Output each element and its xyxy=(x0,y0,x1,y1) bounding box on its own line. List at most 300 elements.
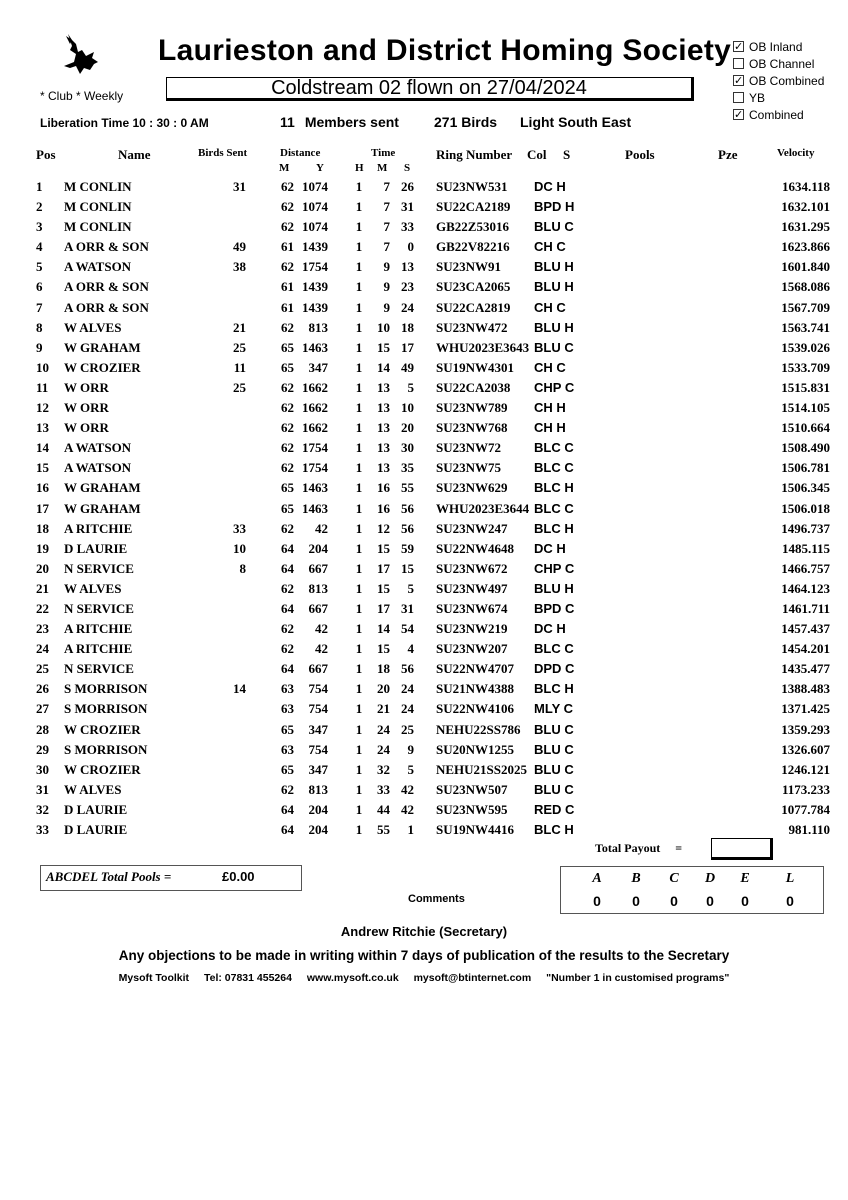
row-time-seconds: 20 xyxy=(401,420,414,436)
row-ring-number: SU23NW531 xyxy=(436,179,508,194)
row-ring-number: SU23NW768 xyxy=(436,420,508,436)
table-row xyxy=(0,599,848,619)
row-pos: 26 xyxy=(36,681,49,697)
members-sent: 11 Members sent xyxy=(280,114,399,130)
row-time-hours: 1 xyxy=(355,822,363,837)
row-distance-yards: 42 xyxy=(315,641,328,657)
row-velocity: 1632.101 xyxy=(781,199,830,215)
row-velocity: 1568.086 xyxy=(781,279,830,295)
row-ring-number: SU19NW4416 xyxy=(436,822,515,837)
race-options xyxy=(733,38,824,123)
row-pos: 6 xyxy=(36,279,43,295)
row-time-seconds: 55 xyxy=(401,480,414,496)
row-time-seconds: 1 xyxy=(407,822,414,837)
row-birds-sent: 25 xyxy=(233,339,246,355)
row-colour-sex: BLU C xyxy=(534,741,574,757)
row-distance-miles: 62 xyxy=(281,621,294,637)
row-pos: 4 xyxy=(36,239,43,255)
row-distance-yards: 1754 xyxy=(302,460,328,476)
row-time-minutes: 24 xyxy=(377,741,390,757)
row-velocity: 1567.709 xyxy=(781,299,830,315)
row-ring-number: SU22NW4648 xyxy=(436,540,515,556)
row-time-minutes: 15 xyxy=(377,540,390,556)
row-colour-sex: CHP C xyxy=(534,379,575,395)
pool-value: 0 xyxy=(741,893,749,909)
row-time-seconds: 42 xyxy=(401,781,414,797)
row-time-seconds: 15 xyxy=(401,560,414,576)
liberation-time: Liberation Time 10 : 30 : 0 AM xyxy=(40,116,209,130)
row-ring-number: SU23NW497 xyxy=(436,580,508,596)
row-name: A RITCHIE xyxy=(64,641,133,657)
row-colour-sex: BLC H xyxy=(534,480,574,496)
row-colour-sex: MLY C xyxy=(534,701,574,717)
row-ring-number: SU23NW789 xyxy=(436,400,508,416)
col-pools: Pools xyxy=(625,147,655,162)
row-time-minutes: 17 xyxy=(377,600,390,616)
row-time-hours: 1 xyxy=(355,460,363,476)
total-payout-box xyxy=(711,838,773,860)
row-birds-sent: 33 xyxy=(233,520,246,536)
col-birds-sent: Birds Sent xyxy=(198,147,248,159)
table-row xyxy=(0,257,848,277)
row-time-minutes: 14 xyxy=(377,359,390,375)
row-distance-miles: 62 xyxy=(281,259,294,275)
row-name: W GRAHAM xyxy=(64,339,141,355)
row-time-hours: 1 xyxy=(355,621,363,637)
row-colour-sex: CH C xyxy=(534,299,566,315)
table-row xyxy=(0,579,848,599)
row-name: A RITCHIE xyxy=(64,520,133,536)
row-time-seconds: 31 xyxy=(401,600,414,616)
row-name: W GRAHAM xyxy=(64,500,141,516)
software-slogan: "Number 1 in customised programs" xyxy=(546,972,730,984)
option-ob-combined[interactable]: ✓ OB Combined xyxy=(734,73,825,88)
row-distance-yards: 667 xyxy=(308,600,328,616)
row-distance-miles: 62 xyxy=(281,400,294,416)
row-velocity: 1371.425 xyxy=(781,701,830,717)
row-velocity: 1326.607 xyxy=(781,741,830,757)
option-ob-channel[interactable]: OB Channel xyxy=(733,55,824,72)
row-time-seconds: 24 xyxy=(401,681,414,697)
row-ring-number: SU23NW207 xyxy=(436,641,508,657)
row-time-hours: 1 xyxy=(355,199,363,215)
row-distance-miles: 62 xyxy=(281,379,294,395)
checkbox-empty-icon[interactable] xyxy=(733,92,744,103)
row-colour-sex: BLU H xyxy=(534,580,574,596)
row-colour-sex: BLC H xyxy=(534,822,574,837)
row-ring-number: SU23NW672 xyxy=(436,560,508,576)
row-velocity: 1514.105 xyxy=(781,400,830,416)
row-distance-miles: 63 xyxy=(281,701,294,717)
row-pos: 30 xyxy=(36,761,49,777)
row-time-hours: 1 xyxy=(355,701,363,717)
row-time-hours: 1 xyxy=(355,379,363,395)
comments-label: Comments xyxy=(408,893,465,905)
row-time-hours: 1 xyxy=(355,319,363,335)
row-time-minutes: 13 xyxy=(377,460,390,476)
row-colour-sex: BLU C xyxy=(534,219,574,235)
col-distance-y: Y xyxy=(316,162,324,174)
row-distance-miles: 62 xyxy=(281,179,294,194)
row-velocity: 1173.233 xyxy=(781,781,830,797)
row-time-seconds: 26 xyxy=(401,179,414,194)
row-velocity: 1634.118 xyxy=(781,179,830,194)
row-velocity: 1461.711 xyxy=(781,600,830,616)
row-time-seconds: 31 xyxy=(401,199,414,215)
row-time-hours: 1 xyxy=(355,239,363,255)
row-distance-miles: 64 xyxy=(281,540,294,556)
row-distance-miles: 61 xyxy=(281,299,294,315)
row-colour-sex: DPD C xyxy=(534,661,575,677)
table-row xyxy=(0,217,848,237)
row-time-minutes: 13 xyxy=(377,400,390,416)
row-time-hours: 1 xyxy=(355,801,363,817)
col-colour: Col xyxy=(527,147,547,162)
row-colour-sex: DC H xyxy=(534,540,566,556)
table-row xyxy=(0,378,848,398)
row-ring-number: SU23NW674 xyxy=(436,600,508,616)
row-distance-miles: 62 xyxy=(281,420,294,436)
row-distance-miles: 61 xyxy=(281,279,294,295)
row-time-hours: 1 xyxy=(355,440,363,456)
row-pos: 19 xyxy=(36,540,49,556)
row-pos: 3 xyxy=(36,219,43,235)
row-distance-yards: 204 xyxy=(308,540,328,556)
pigeon-logo-icon xyxy=(60,32,102,76)
row-colour-sex: CH H xyxy=(534,400,566,416)
row-distance-miles: 65 xyxy=(281,500,294,516)
table-row xyxy=(0,639,848,659)
row-distance-yards: 1439 xyxy=(302,279,328,295)
row-time-seconds: 0 xyxy=(407,239,414,255)
pools-label: ABCDEL Total Pools = xyxy=(46,869,172,884)
row-name: M CONLIN xyxy=(64,219,132,235)
row-pos: 7 xyxy=(36,299,43,315)
row-birds-sent: 14 xyxy=(233,681,246,697)
table-row xyxy=(0,559,848,579)
row-time-hours: 1 xyxy=(355,741,363,757)
row-time-hours: 1 xyxy=(355,500,363,516)
row-distance-miles: 62 xyxy=(281,520,294,536)
row-pos: 13 xyxy=(36,420,49,436)
row-distance-miles: 63 xyxy=(281,681,294,697)
row-colour-sex: CH H xyxy=(534,420,566,436)
row-time-minutes: 44 xyxy=(377,801,390,817)
row-time-minutes: 13 xyxy=(377,420,390,436)
row-distance-yards: 1463 xyxy=(302,339,328,355)
col-velocity: Velocity xyxy=(777,147,815,159)
table-row xyxy=(0,659,848,679)
row-distance-yards: 813 xyxy=(308,781,328,797)
row-velocity: 1457.437 xyxy=(781,621,830,637)
row-time-seconds: 56 xyxy=(401,520,414,536)
row-distance-yards: 1662 xyxy=(302,400,328,416)
row-ring-number: SU22CA2038 xyxy=(436,379,511,395)
row-ring-number: SU22NW4707 xyxy=(436,661,515,677)
row-distance-yards: 204 xyxy=(308,822,328,837)
row-ring-number: SU23NW472 xyxy=(436,319,508,335)
row-ring-number: SU23NW247 xyxy=(436,520,508,536)
row-name: W ORR xyxy=(64,400,109,416)
table-row xyxy=(0,197,848,217)
row-time-hours: 1 xyxy=(355,520,363,536)
row-name: N SERVICE xyxy=(64,661,134,677)
table-row xyxy=(0,539,848,559)
pool-letter: D xyxy=(704,871,716,886)
row-name: W CROZIER xyxy=(64,359,141,375)
row-time-seconds: 5 xyxy=(407,379,414,395)
row-name: S MORRISON xyxy=(64,741,148,757)
row-time-seconds: 56 xyxy=(401,661,414,677)
row-name: D LAURIE xyxy=(64,540,128,556)
row-birds-sent: 31 xyxy=(233,179,246,194)
col-prize: Pze xyxy=(718,147,738,162)
row-pos: 31 xyxy=(36,781,49,797)
row-birds-sent: 8 xyxy=(239,560,246,576)
row-ring-number: GB22V82216 xyxy=(436,239,510,255)
table-row xyxy=(0,358,848,378)
row-velocity: 1631.295 xyxy=(781,219,830,235)
col-time: Time xyxy=(371,147,396,159)
row-name: W GRAHAM xyxy=(64,480,141,496)
row-ring-number: SU23NW91 xyxy=(436,259,502,275)
table-row xyxy=(0,478,848,498)
table-row xyxy=(0,699,848,719)
row-distance-yards: 1463 xyxy=(302,480,328,496)
row-birds-sent: 25 xyxy=(233,379,246,395)
row-distance-yards: 813 xyxy=(308,319,328,335)
table-row xyxy=(0,338,848,358)
row-distance-yards: 42 xyxy=(315,520,328,536)
row-time-hours: 1 xyxy=(355,681,363,697)
col-sex: S xyxy=(563,147,571,162)
row-velocity: 1623.866 xyxy=(781,239,830,255)
row-colour-sex: BLU C xyxy=(534,339,574,355)
table-row xyxy=(0,318,848,338)
club-label: * Club * Weekly xyxy=(40,89,124,103)
row-pos: 10 xyxy=(36,359,49,375)
row-time-hours: 1 xyxy=(355,259,363,275)
total-payout-label: Total Payout = xyxy=(595,841,683,855)
row-name: W ALVES xyxy=(64,580,122,596)
row-time-seconds: 54 xyxy=(401,621,414,637)
table-row xyxy=(0,800,848,820)
row-velocity: 1435.477 xyxy=(781,661,830,677)
row-pos: 23 xyxy=(36,621,49,637)
row-time-hours: 1 xyxy=(355,661,363,677)
row-time-seconds: 13 xyxy=(401,259,414,275)
row-velocity: 1515.831 xyxy=(781,379,830,395)
row-time-minutes: 18 xyxy=(377,661,390,677)
row-time-minutes: 14 xyxy=(377,621,390,637)
row-ring-number: SU23NW507 xyxy=(436,781,508,797)
row-colour-sex: BLC C xyxy=(534,500,574,516)
row-distance-miles: 62 xyxy=(281,319,294,335)
row-velocity: 1563.741 xyxy=(781,319,830,335)
row-time-minutes: 9 xyxy=(383,279,390,295)
row-name: A ORR & SON xyxy=(64,239,149,255)
pool-value: 0 xyxy=(593,893,601,909)
table-row xyxy=(0,177,848,197)
table-row xyxy=(0,499,848,519)
row-colour-sex: BLC H xyxy=(534,520,574,536)
row-time-hours: 1 xyxy=(355,540,363,556)
row-time-minutes: 16 xyxy=(377,500,390,516)
row-name: A ORR & SON xyxy=(64,279,149,295)
row-ring-number: SU23CA2065 xyxy=(436,279,511,295)
row-colour-sex: BLU C xyxy=(534,721,574,737)
page-title: Laurieston and District Homing Society xyxy=(158,34,732,67)
row-time-minutes: 12 xyxy=(377,520,390,536)
row-distance-yards: 42 xyxy=(315,621,328,637)
row-velocity: 1359.293 xyxy=(781,721,830,737)
row-distance-miles: 64 xyxy=(281,801,294,817)
row-time-minutes: 7 xyxy=(383,219,390,235)
row-name: S MORRISON xyxy=(64,681,148,697)
row-time-minutes: 20 xyxy=(377,681,390,697)
row-colour-sex: BLU H xyxy=(534,259,574,275)
row-pos: 17 xyxy=(36,500,49,516)
col-time-h: H xyxy=(355,162,364,174)
row-ring-number: NEHU21SS2025 xyxy=(436,761,528,777)
row-colour-sex: DC H xyxy=(534,621,566,637)
row-birds-sent: 21 xyxy=(233,319,246,335)
row-colour-sex: BLU C xyxy=(534,781,574,797)
row-birds-sent: 49 xyxy=(233,239,246,255)
row-colour-sex: CHP C xyxy=(534,560,575,576)
row-pos: 25 xyxy=(36,661,49,677)
row-ring-number: SU21NW4388 xyxy=(436,681,515,697)
row-distance-yards: 204 xyxy=(308,801,328,817)
table-row xyxy=(0,740,848,760)
checkbox-checked-icon[interactable]: ✓ xyxy=(734,41,744,53)
row-ring-number: NEHU22SS786 xyxy=(436,721,521,737)
row-name: W CROZIER xyxy=(64,761,141,777)
objections-notice: Any objections to be made in writing within 7 days of publication of the results to the Secretary xyxy=(118,948,730,963)
row-pos: 27 xyxy=(36,701,49,717)
row-distance-miles: 64 xyxy=(281,600,294,616)
row-name: W CROZIER xyxy=(64,721,141,737)
row-ring-number: SU22NW4106 xyxy=(436,701,515,717)
row-distance-miles: 62 xyxy=(281,781,294,797)
row-ring-number: SU23NW219 xyxy=(436,621,508,637)
row-distance-miles: 64 xyxy=(281,560,294,576)
row-distance-yards: 754 xyxy=(308,681,328,697)
row-velocity: 1388.483 xyxy=(781,681,830,697)
row-velocity: 1510.664 xyxy=(781,420,830,436)
row-time-seconds: 35 xyxy=(401,460,414,476)
col-distance-m: M xyxy=(279,162,290,174)
table-row xyxy=(0,277,848,297)
row-time-minutes: 13 xyxy=(377,379,390,395)
row-colour-sex: BLU H xyxy=(534,279,574,295)
table-row xyxy=(0,679,848,699)
row-time-hours: 1 xyxy=(355,279,363,295)
software-email: mysoft@btinternet.com xyxy=(413,972,532,984)
option-yb[interactable]: YB xyxy=(733,89,824,106)
row-time-minutes: 55 xyxy=(377,822,390,837)
pool-letter: L xyxy=(785,871,795,886)
row-pos: 33 xyxy=(36,822,49,837)
row-distance-miles: 65 xyxy=(281,721,294,737)
row-distance-yards: 1439 xyxy=(302,239,328,255)
row-pos: 11 xyxy=(36,379,49,395)
option-combined[interactable]: ✓ Combined xyxy=(734,107,804,122)
row-velocity: 1496.737 xyxy=(781,520,830,536)
row-distance-yards: 667 xyxy=(308,661,328,677)
row-distance-miles: 65 xyxy=(281,359,294,375)
row-pos: 32 xyxy=(36,801,49,817)
row-name: A WATSON xyxy=(64,460,132,476)
row-colour-sex: CH C xyxy=(534,359,566,375)
row-name: A RITCHIE xyxy=(64,621,133,637)
pool-letter: A xyxy=(592,871,602,886)
row-time-hours: 1 xyxy=(355,600,363,616)
table-row xyxy=(0,418,848,438)
row-distance-yards: 1074 xyxy=(302,219,328,235)
row-time-minutes: 7 xyxy=(383,239,390,255)
row-distance-yards: 1754 xyxy=(302,440,328,456)
col-ring-number: Ring Number xyxy=(436,147,513,162)
table-row xyxy=(0,438,848,458)
row-distance-yards: 1662 xyxy=(302,379,328,395)
row-pos: 28 xyxy=(36,721,49,737)
birds-count: 271 Birds xyxy=(434,114,498,130)
row-pos: 24 xyxy=(36,641,49,657)
row-ring-number: SU23NW72 xyxy=(436,440,502,456)
pool-value: 0 xyxy=(706,893,714,909)
row-name: A ORR & SON xyxy=(64,299,149,315)
row-time-minutes: 32 xyxy=(377,761,390,777)
row-name: N SERVICE xyxy=(64,600,134,616)
row-time-minutes: 7 xyxy=(383,179,390,194)
row-ring-number: SU22CA2189 xyxy=(436,199,511,215)
option-ob-inland[interactable]: ✓ OB Inland xyxy=(734,39,803,54)
checkbox-checked-icon[interactable]: ✓ xyxy=(734,109,744,121)
table-row xyxy=(0,237,848,257)
row-time-seconds: 5 xyxy=(407,580,414,596)
row-ring-number: WHU2023E3644 xyxy=(436,500,530,516)
table-row xyxy=(0,519,848,539)
secretary-line: Andrew Ritchie (Secretary) xyxy=(340,924,508,939)
row-distance-miles: 65 xyxy=(281,761,294,777)
row-distance-yards: 813 xyxy=(308,580,328,596)
checkbox-empty-icon[interactable] xyxy=(733,58,744,69)
row-time-minutes: 16 xyxy=(377,480,390,496)
row-ring-number: SU22CA2819 xyxy=(436,299,511,315)
row-pos: 22 xyxy=(36,600,49,616)
row-velocity: 1601.840 xyxy=(781,259,830,275)
row-time-seconds: 4 xyxy=(407,641,414,657)
row-colour-sex: BLC C xyxy=(534,641,574,657)
row-name: W ORR xyxy=(64,420,109,436)
row-time-seconds: 9 xyxy=(407,741,414,757)
software-website: www.mysoft.co.uk xyxy=(306,972,399,984)
pool-letters-grid xyxy=(560,866,824,914)
row-velocity: 1485.115 xyxy=(781,540,830,556)
row-velocity: 1466.757 xyxy=(781,560,830,576)
row-colour-sex: BLC C xyxy=(534,460,574,476)
checkbox-checked-icon[interactable]: ✓ xyxy=(734,75,744,87)
row-distance-yards: 1074 xyxy=(302,179,328,194)
row-distance-miles: 61 xyxy=(281,239,294,255)
row-pos: 15 xyxy=(36,460,49,476)
row-colour-sex: RED C xyxy=(534,801,575,817)
table-row xyxy=(0,720,848,740)
row-velocity: 1539.026 xyxy=(781,339,830,355)
row-birds-sent: 38 xyxy=(233,259,246,275)
row-name: W ALVES xyxy=(64,319,122,335)
